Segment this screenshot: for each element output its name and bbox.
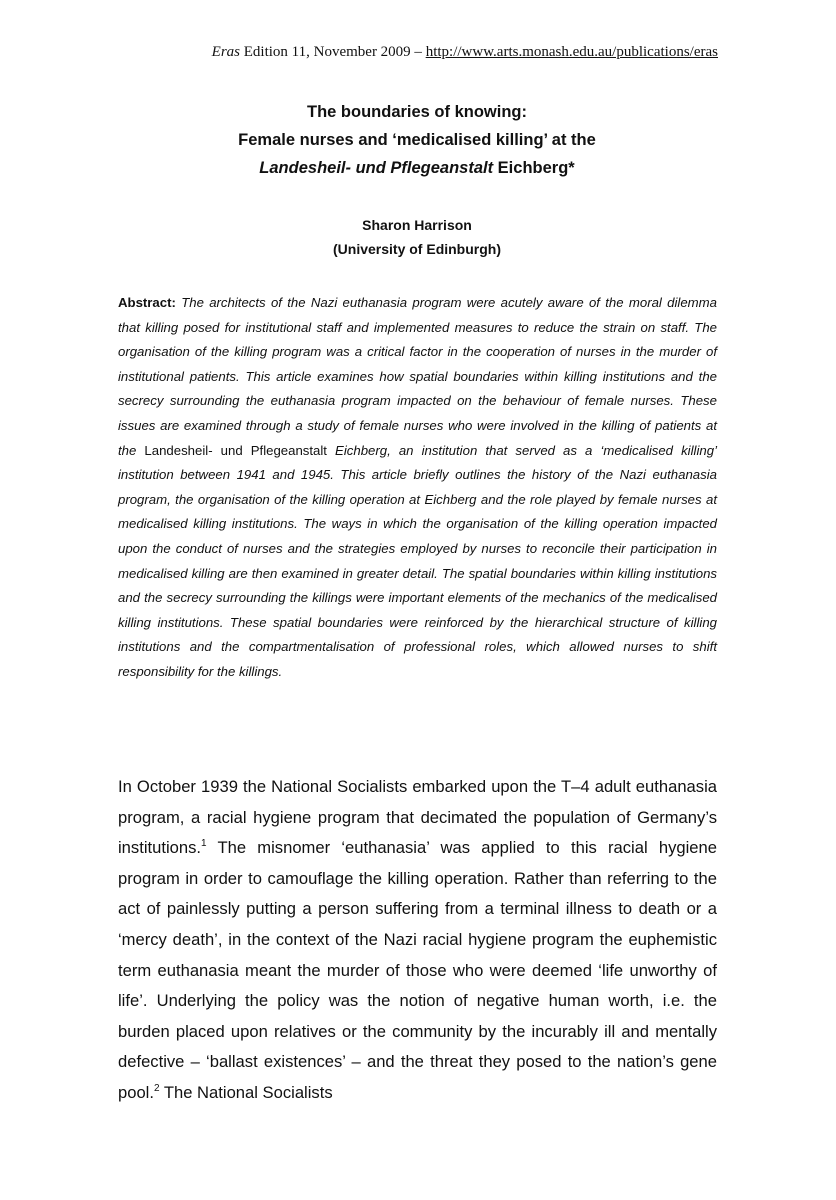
title-line-3 bbox=[118, 154, 716, 182]
edition-info: Edition 11, November 2009 – bbox=[240, 44, 426, 60]
author-block bbox=[118, 213, 716, 261]
author-affiliation: (University of Edinburgh) bbox=[333, 241, 501, 257]
journal-url-link[interactable]: http://www.arts.monash.edu.au/publications/eras bbox=[425, 44, 718, 60]
body-text-1: In October 1939 the National Socialists embarked upon the T–4 adult euthanasia program, a racial hygiene program that decimated the population of Germany’s institutions. bbox=[118, 777, 717, 858]
body-text-3: The National Socialists bbox=[159, 1082, 333, 1102]
abstract-label: Abstract: bbox=[118, 295, 176, 310]
author-name: Sharon Harrison bbox=[362, 217, 472, 233]
title-institution-rest: Eichberg* bbox=[493, 159, 575, 177]
abstract-text-2: Eichberg, an institution that served as a ‘medicalised killing’ institution between 1941 and 1945. This article briefly outlines the history of the Nazi euthanasia program, the organisation of the killing operation at Eichberg and the role played by female nurses at medicalised killing institutions. The ways in which the organisation of the killing operation impacted upon the conduct of nurses and the strategies employed by nurses to reconcile their participation in medicalised killing are then examined in greater detail. The spatial boundaries within killing institutions and the secrecy surrounding the killings were important elements of the mechanics of the medicalised killing institutions. These spatial boundaries were reinforced by the hierarchical structure of killing institutions and the compartmentalisation of professional roles, which allowed nurses to shift responsibility for the killings. bbox=[118, 442, 718, 679]
title-line-2: Female nurses and ‘medicalised killing’ at the bbox=[238, 131, 596, 149]
journal-name: Eras bbox=[211, 44, 241, 60]
footnote-ref-2[interactable]: 2 bbox=[153, 1082, 160, 1094]
abstract-upright-text: Landesheil- und Pflegeanstalt bbox=[144, 442, 327, 458]
body-text-2: The misnomer ‘euthanasia’ was applied to this racial hygiene program in order to camouflage the killing operation. Rather than referring to the act of painlessly putting a person suffering from a terminal illness to death or a ‘mercy death’, in the context of the Nazi racial hygiene program the euphemistic term euthanasia meant the murder of those who were deemed ‘life unworthy of life’. Underlying the policy was the notion of negative human worth, i.e. the burden placed upon relatives or the community by the incurably ill and mentally defective – ‘ballast existences’ – and the threat they posed to the nation’s gene pool. bbox=[118, 838, 717, 1102]
running-header bbox=[212, 44, 718, 61]
abstract bbox=[118, 291, 717, 685]
footnote-ref-1[interactable]: 1 bbox=[201, 838, 207, 850]
body-paragraph bbox=[118, 772, 717, 1109]
title-institution-italic: Landesheil- und Pflegeanstalt bbox=[259, 159, 494, 177]
title-line-1: The boundaries of knowing: bbox=[307, 103, 527, 121]
abstract-text-1: The architects of the Nazi euthanasia program were acutely aware of the moral dilemma that killing posed for institutional staff and implemented measures to reduce the strain on staff. The organisation of the killing program was a critical factor in the cooperation of nurses in the murder of institutional patients. This article examines how spatial boundaries within killing institutions and the secrecy surrounding the euthanasia program impacted on the behaviour of female nurses. These issues are examined through a study of female nurses who were involved in the killing of patients at the bbox=[118, 295, 717, 458]
article-title bbox=[118, 98, 716, 182]
